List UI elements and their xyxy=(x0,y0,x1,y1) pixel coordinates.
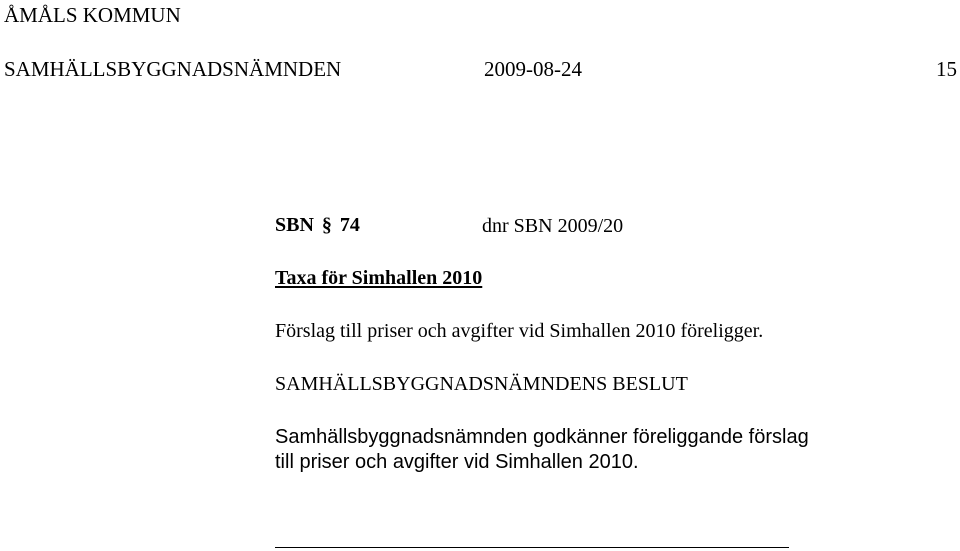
reference-number: dnr SBN 2009/20 xyxy=(482,215,624,237)
section-label: SBN xyxy=(275,214,314,236)
organization-name: ÅMÅLS KOMMUN xyxy=(4,3,181,27)
decision-line: Samhällsbyggnadsnämnden godkänner föreliggande förslag xyxy=(275,426,809,448)
page-number: 15 xyxy=(936,57,957,81)
signature-line xyxy=(275,547,789,548)
decision-heading: SAMHÄLLSBYGGNADSNÄMNDENS BESLUT xyxy=(275,373,688,395)
proposal-text: Förslag till priser och avgifter vid Simhallen 2010 föreligger. xyxy=(275,320,764,342)
decision-text xyxy=(275,425,809,475)
paragraph-sign: § xyxy=(321,214,332,236)
section-heading xyxy=(275,214,360,237)
section-number: 74 xyxy=(339,214,360,236)
decision-line: till priser och avgifter vid Simhallen 2010. xyxy=(275,451,639,473)
meeting-date: 2009-08-24 xyxy=(484,57,582,81)
board-name: SAMHÄLLSBYGGNADSNÄMNDEN xyxy=(4,57,342,81)
item-title: Taxa för Simhallen 2010 xyxy=(275,267,483,289)
